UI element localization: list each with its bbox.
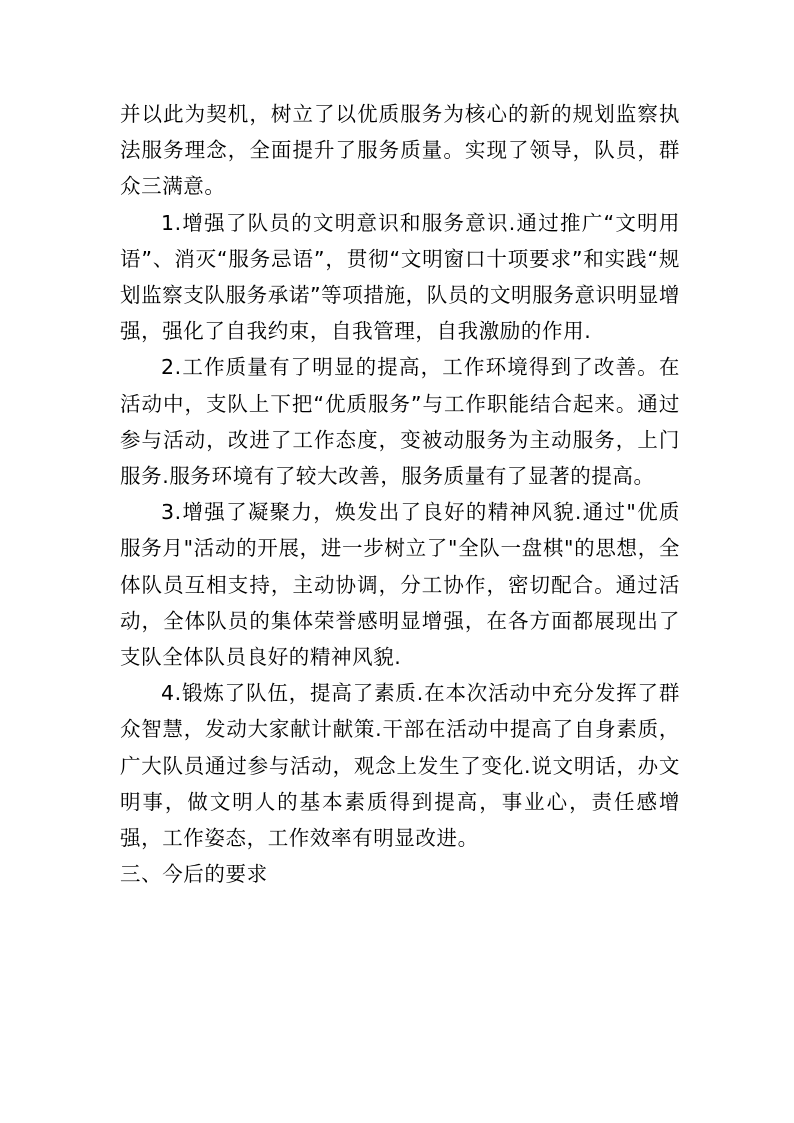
point-4-paragraph: 4.锻炼了队伍，提高了素质.在本次活动中充分发挥了群众智慧，发动大家献计献策.干部在活动中提高了自身素质，广大队员通过参与活动，观念上发生了变化.说文明话，办文明事，做文明人的基本素质得到提高，事业心，责任感增强，工作姿态，工作效率有明显改进。 — [120, 681, 680, 851]
document-body — [120, 96, 680, 892]
section-heading: 三、今后的要求 — [120, 862, 268, 887]
point-3-paragraph: 3.增强了凝聚力，焕发出了良好的精神风貌.通过"优质服务月"活动的开展，进一步树立了"全队一盘棋"的思想，全体队员互相支持，主动协调，分工协作，密切配合。通过活动，全体队员的集体荣誉感明显增强，在各方面都展现出了支队全体队员良好的精神风貌. — [120, 500, 680, 670]
intro-paragraph: 并以此为契机，树立了以优质服务为核心的新的规划监察执法服务理念，全面提升了服务质量。实现了领导，队员，群众三满意。 — [120, 102, 680, 199]
point-2-paragraph: 2.工作质量有了明显的提高，工作环境得到了改善。在活动中，支队上下把“优质服务”与工作职能结合起来。通过参与活动，改进了工作态度，变被动服务为主动服务，上门服务.服务环境有了较大改善，服务质量有了显著的提高。 — [120, 355, 680, 489]
point-1-paragraph: 1.增强了队员的文明意识和服务意识.通过推广“文明用语”、消灭“服务忌语”，贯彻“文明窗口十项要求”和实践“规划监察支队服务承诺”等项措施，队员的文明服务意识明显增强，强化了自我约束，自我管理，自我激励的作用. — [120, 210, 680, 344]
